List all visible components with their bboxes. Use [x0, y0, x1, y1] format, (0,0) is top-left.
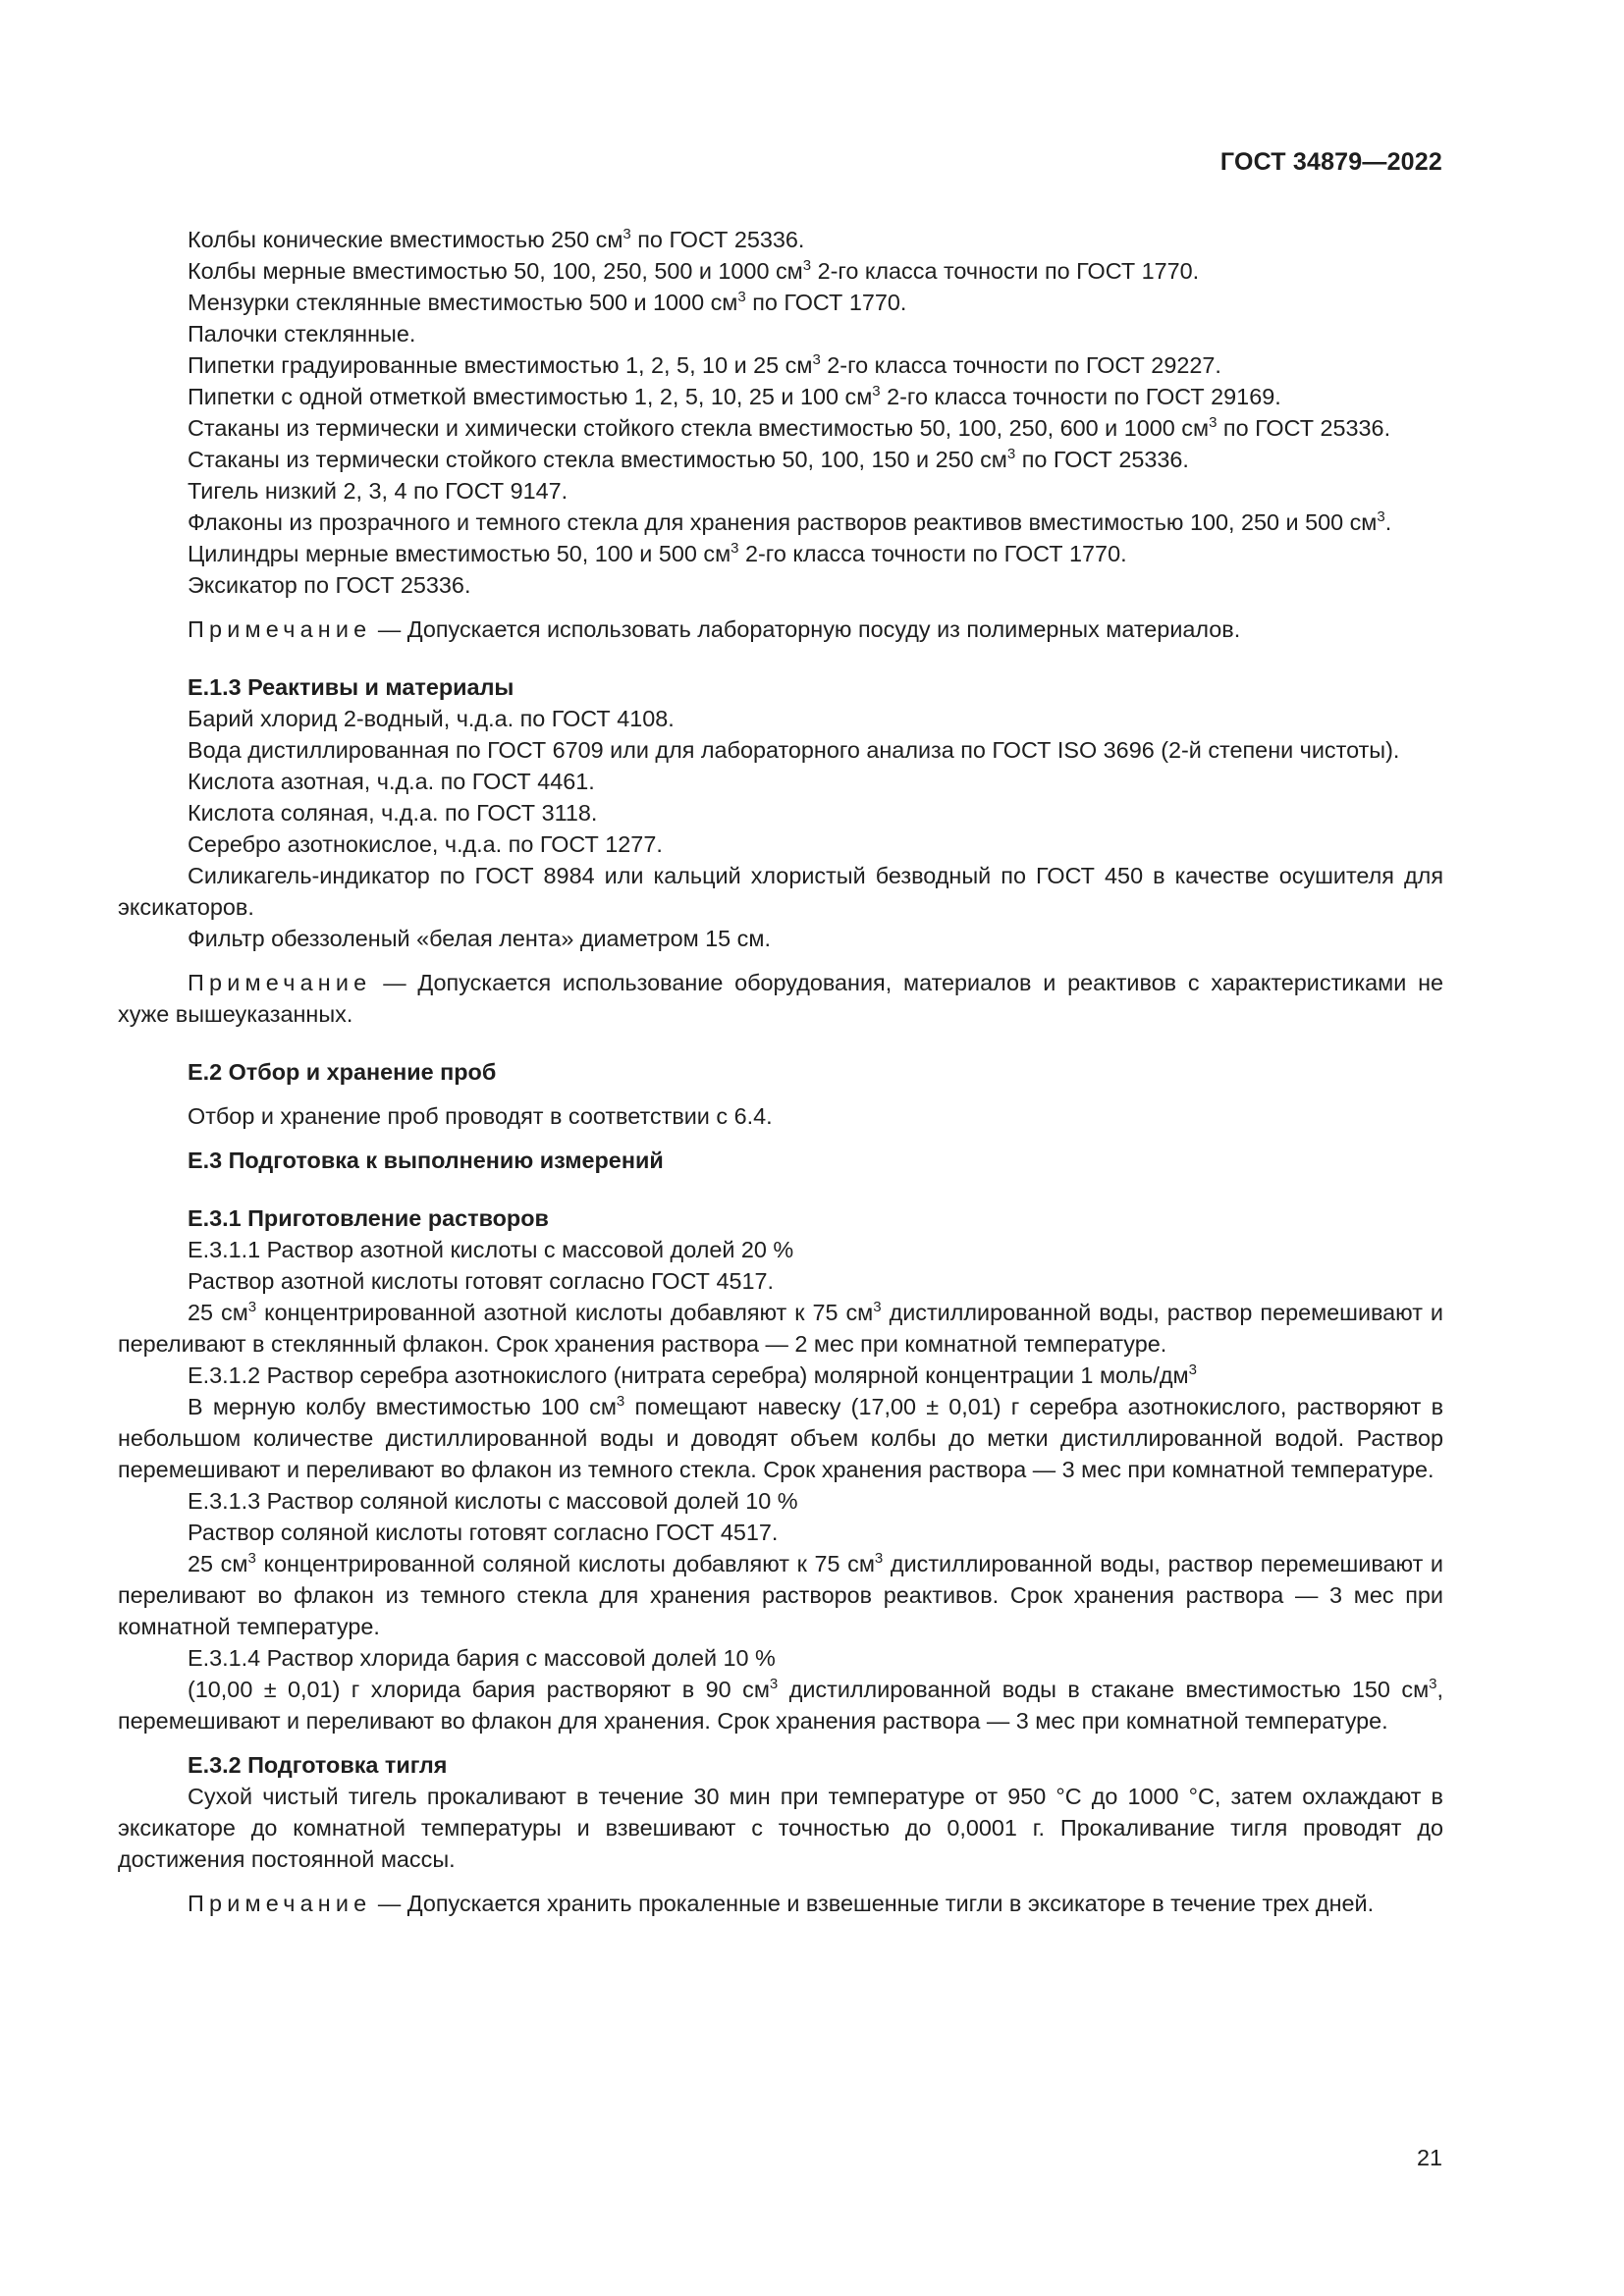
equipment-item: Стаканы из термически и химически стойкого стекла вместимостью 50, 100, 250, 600 и 1000 $см^3$ по ГОСТ 25336.: [188, 414, 1391, 441]
e313-title: Е.3.1.3 Раствор соляной кислоты с массовой долей 10 %: [188, 1488, 798, 1514]
e311-title: Е.3.1.1 Раствор азотной кислоты с массовой долей 20 %: [188, 1237, 794, 1262]
reagent-item: Кислота соляная, ч.д.а. по ГОСТ 3118.: [188, 800, 598, 826]
equipment-item: Колбы конические вместимостью 250 $см^3$ по ГОСТ 25336.: [188, 226, 805, 252]
reagent-item: Кислота азотная, ч.д.а. по ГОСТ 4461.: [188, 769, 595, 794]
e311-text-1: Раствор азотной кислоты готовят согласно ГОСТ 4517.: [188, 1268, 775, 1294]
note-1: Примечание — Допускается использовать лабораторную посуду из полимерных материалов.: [188, 616, 1241, 642]
document-id: ГОСТ 34879—2022: [1219, 148, 1442, 176]
equipment-item: Эксикатор по ГОСТ 25336.: [188, 572, 471, 598]
e312-text-1: В мерную колбу вместимостью 100 $см^3$ помещают навеску (17,00 ± 0,01) г серебра азотнокислого, растворяют в небольшом количестве дистиллированной воды и доводят объем колбы до метки дистиллированной водой. Раствор перемешивают и переливают во флакон из темного стекла. Срок хранения раствора — 3 мес при комнатной температуре.: [118, 1393, 1444, 1482]
reagent-item: Барий хлорид 2-водный, ч.д.а. по ГОСТ 4108.: [188, 706, 675, 731]
note-3: Примечание — Допускается хранить прокаленные и взвешенные тигли в эксикаторе в течение трех дней.: [188, 1891, 1375, 1916]
equipment-list: [118, 224, 1443, 601]
equipment-item: Мензурки стеклянные вместимостью 500 и 1000 $см^3$ по ГОСТ 1770.: [188, 289, 907, 315]
e311-text-2: 25 $см^3$ концентрированной азотной кислоты добавляют к 75 $см^3$ дистиллированной воды, раствор перемешивают и переливают в стеклянный флакон. Срок хранения раствора — 2 мес при комнатной температуре.: [118, 1299, 1443, 1357]
e2-text: Отбор и хранение проб проводят в соответствии с 6.4.: [188, 1103, 773, 1129]
note-2: Примечание — Допускается использование оборудования, материалов и реактивов с характеристиками не хуже вышеуказанных.: [118, 970, 1443, 1027]
reagent-item: Серебро азотнокислое, ч.д.а. по ГОСТ 1277.: [188, 831, 663, 857]
note-label: Примечание: [188, 616, 372, 642]
heading-e2: Е.2 Отбор и хранение проб: [188, 1059, 497, 1085]
heading-e31: Е.3.1 Приготовление растворов: [188, 1205, 549, 1231]
equipment-item: Пипетки градуированные вместимостью 1, 2, 5, 10 и 25 $см^3$ 2-го класса точности по ГОСТ 29227.: [188, 351, 1221, 378]
equipment-item: Тигель низкий 2, 3, 4 по ГОСТ 9147.: [188, 478, 568, 504]
e314-title: Е.3.1.4 Раствор хлорида бария с массовой долей 10 %: [188, 1645, 776, 1671]
note-label: Примечание: [188, 970, 372, 995]
page-content: [118, 224, 1443, 1919]
e32-text: Сухой чистый тигель прокаливают в течение 30 мин при температуре от 950 °С до 1000 °С, затем охлаждают в эксикаторе до комнатной температуры и взвешивают с точностью до 0,0001 г. Прокаливание тигля проводят до достижения постоянной массы.: [118, 1784, 1443, 1872]
reagents-list: [118, 703, 1443, 954]
reagent-item: Фильтр обеззоленый «белая лента» диаметром 15 см.: [188, 926, 771, 951]
page-number: 21: [1416, 2145, 1442, 2170]
heading-e32: Е.3.2 Подготовка тигля: [188, 1752, 448, 1778]
reagent-item: Силикагель-индикатор по ГОСТ 8984 или кальций хлористый безводный по ГОСТ 450 в качестве осушителя для эксикаторов.: [118, 863, 1443, 920]
note-label: Примечание: [188, 1891, 372, 1916]
equipment-item: Колбы мерные вместимостью 50, 100, 250, 500 и 1000 $см^3$ 2-го класса точности по ГОСТ 1770.: [188, 257, 1200, 284]
heading-e13: Е.1.3 Реактивы и материалы: [188, 674, 514, 700]
equipment-item: Палочки стеклянные.: [188, 321, 416, 347]
e313-text-1: Раствор соляной кислоты готовят согласно ГОСТ 4517.: [188, 1520, 779, 1545]
equipment-item: Стаканы из термически стойкого стекла вместимостью 50, 100, 150 и 250 $см^3$ по ГОСТ 25336.: [188, 446, 1189, 472]
e314-text-1: (10,00 ± 0,01) г хлорида бария растворяют в 90 $см^3$ дистиллированной воды в стакане вместимостью 150 $см^3$, перемешивают и переливают во флакон для хранения. Срок хранения раствора — 3 мес при комнатной температуре.: [118, 1676, 1443, 1734]
reagent-item: Вода дистиллированная по ГОСТ 6709 или для лабораторного анализа по ГОСТ ISO 3696 (2-й степени чистоты).: [188, 737, 1400, 763]
equipment-item: Пипетки с одной отметкой вместимостью 1, 2, 5, 10, 25 и 100 $см^3$ 2-го класса точности по ГОСТ 29169.: [188, 383, 1281, 409]
equipment-item: Флаконы из прозрачного и темного стекла для хранения растворов реактивов вместимостью 100, 250 и 500 $см^3$.: [188, 508, 1392, 535]
heading-e3: Е.3 Подготовка к выполнению измерений: [188, 1148, 664, 1173]
e313-text-2: 25 $см^3$ концентрированной соляной кислоты добавляют к 75 $см^3$ дистиллированной воды, раствор перемешивают и переливают во флакон из темного стекла для хранения растворов реактивов. Срок хранения раствора — 3 мес при комнатной температуре.: [118, 1550, 1443, 1639]
e312-title: Е.3.1.2 Раствор серебра азотнокислого (нитрата серебра) молярной концентрации 1 моль/$дм^3$: [188, 1362, 1197, 1388]
equipment-item: Цилиндры мерные вместимостью 50, 100 и 500 $см^3$ 2-го класса точности по ГОСТ 1770.: [188, 540, 1127, 566]
